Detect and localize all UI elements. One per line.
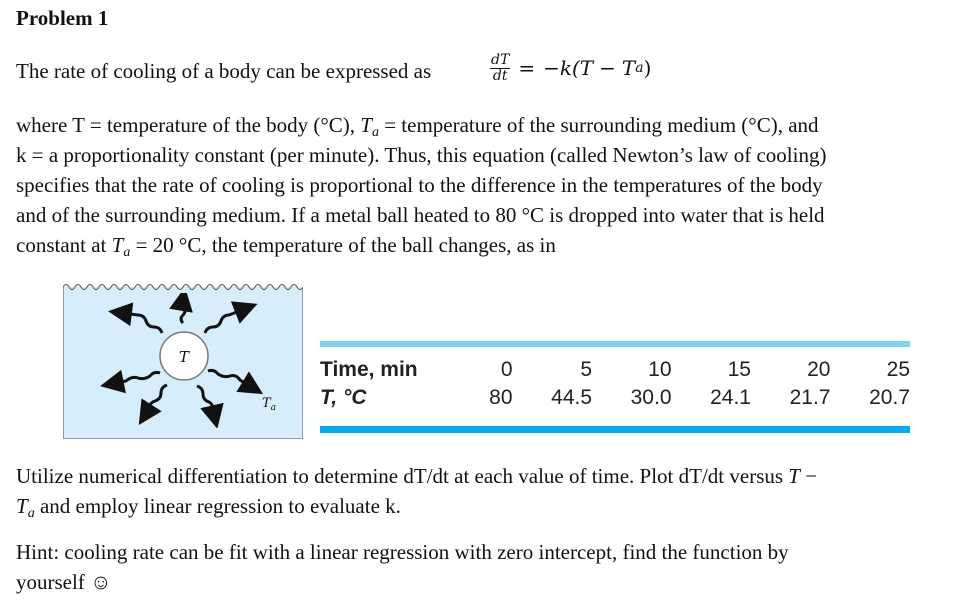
table-top-rule — [320, 341, 910, 347]
temp-cell: 80 — [489, 386, 513, 409]
task-line-1: Utilize numerical differentiation to determine dT/dt at each value of time. Plot dT/dt versus T − — [16, 464, 818, 488]
equals-sign: = — [518, 56, 536, 80]
temp-cell: 24.1 — [710, 386, 751, 409]
medium-temp-label: $T_a$ — [262, 396, 277, 413]
derivative-fraction — [490, 53, 510, 84]
fraction-numerator: dT — [491, 51, 510, 68]
equation-ta-var: T — [621, 56, 636, 80]
description-paragraph — [16, 110, 956, 260]
description-line: specifies that the rate of cooling is proportional to the difference in the temperatures of the body — [16, 173, 823, 197]
task-line-2: $T_a$ and employ linear regression to evaluate k. — [16, 494, 401, 521]
time-cell: 15 — [727, 358, 751, 381]
time-cell: 25 — [886, 358, 910, 381]
temp-cell: 21.7 — [789, 386, 831, 409]
newton-cooling-equation — [490, 46, 651, 90]
heat-radiation-diagram — [100, 293, 280, 428]
fraction-denominator: dt — [492, 67, 508, 84]
hint-line-1: Hint: cooling rate can be fit with a linear regression with zero intercept, find the function by — [16, 540, 789, 564]
time-cell: 5 — [580, 358, 593, 381]
ball-temp-label: T — [178, 348, 190, 366]
temp-cell: 44.5 — [551, 386, 593, 409]
table-row-temp — [320, 384, 910, 412]
table-row-time — [320, 356, 910, 384]
hint-line-2: yourself ☺ — [16, 570, 112, 594]
hint-paragraph — [16, 537, 789, 597]
water-surface-waves — [63, 281, 303, 291]
equation-rhs-prefix: −k(T — [543, 56, 594, 80]
time-cell: 20 — [807, 358, 831, 381]
problem-title: Problem 1 — [16, 6, 109, 30]
description-line: where T = temperature of the body (°C), $T_a$ = temperature of the surrounding medium (°C), and — [16, 113, 819, 140]
description-line: constant at $T_a = 20$ °C, the temperature of the ball changes, as in — [16, 233, 556, 260]
equation-minus: − — [599, 56, 616, 80]
intro-text: The rate of cooling of a body can be expressed as — [16, 59, 432, 83]
equation-ta-sub: a — [635, 60, 644, 76]
equation-close-paren: ) — [643, 56, 652, 80]
time-cell: 10 — [648, 358, 672, 381]
temp-cell: 20.7 — [869, 386, 910, 409]
table-bottom-rule — [320, 426, 910, 433]
task-paragraph — [16, 461, 817, 521]
temperature-data-table — [320, 356, 910, 412]
temp-header: T, °C — [320, 386, 367, 409]
temp-cell: 30.0 — [630, 386, 672, 409]
time-header: Time, min — [320, 358, 418, 381]
description-line: and of the surrounding medium. If a metal ball heated to 80 °C is dropped into water that is held — [16, 203, 825, 227]
description-line: k = a proportionality constant (per minute). Thus, this equation (called Newton’s law of cooling) — [16, 143, 827, 167]
time-cell: 0 — [500, 358, 513, 381]
